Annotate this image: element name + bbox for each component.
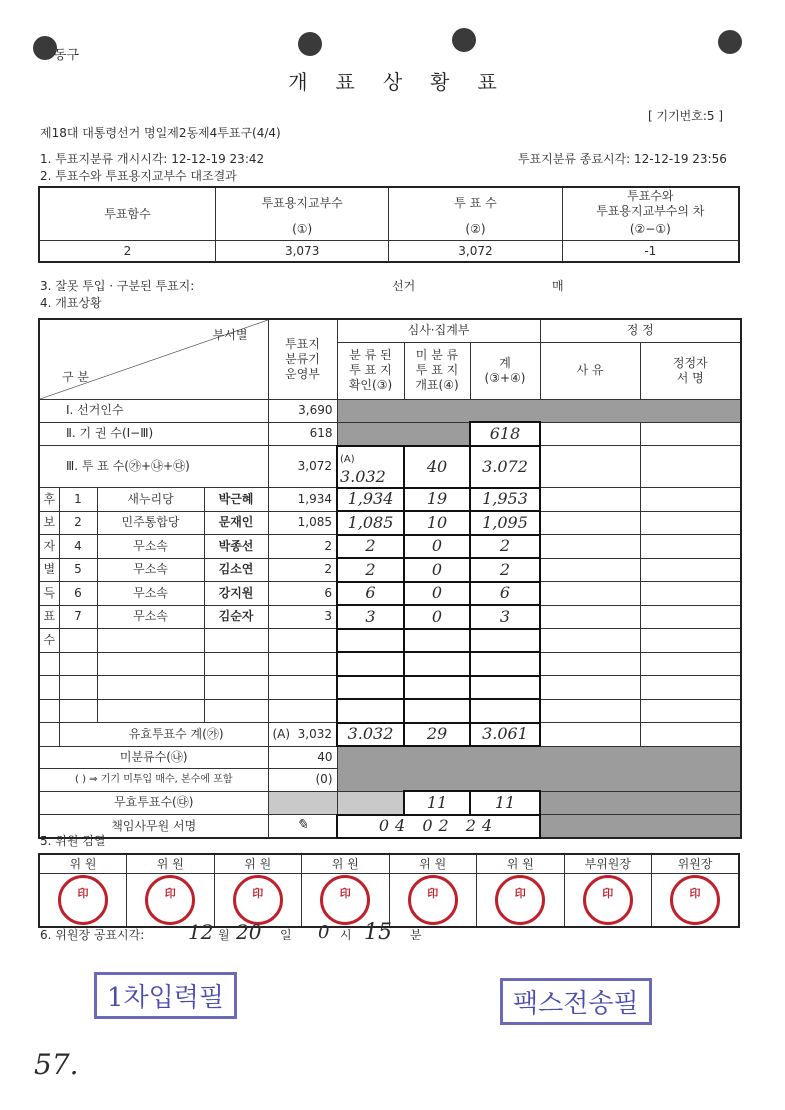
candidate-name: 김소연 (204, 558, 268, 582)
empty-cell (640, 605, 741, 629)
candidate-unsorted: 0 (404, 605, 470, 629)
abstain-value: 618 (268, 422, 337, 446)
empty-cell (540, 422, 640, 446)
page-note: 57. (34, 1048, 79, 1081)
punch-hole (298, 32, 322, 56)
empty-cell (640, 511, 741, 535)
candidate-name: 박종선 (204, 535, 268, 559)
candidate-unsorted: 0 (404, 535, 470, 559)
candidate-number: 1 (59, 488, 97, 512)
candidate-row (39, 558, 741, 582)
counting-status-table (38, 318, 742, 839)
candidate-machine-count: 6 (268, 582, 337, 606)
side-label-char: 후 (39, 488, 59, 512)
chair-header: 위원장 (652, 854, 740, 874)
signature-label: 책임사무원 서명 (39, 815, 268, 839)
corrector-header: 정정자 서 명 (640, 342, 741, 399)
sort-end-time: 투표지분류 종료시각: 12-12-19 23:56 (518, 152, 727, 166)
section-3-label: 3. 잘못 투입 · 구분된 투표지: (40, 279, 195, 293)
candidate-unsorted: 19 (404, 488, 470, 512)
red-seal-stamp: 印 (58, 875, 108, 925)
candidate-sorted: 6 (337, 582, 404, 606)
candidate-name: 박근혜 (204, 488, 268, 512)
member-header: 위 원 (389, 854, 477, 874)
correction-header: 정 정 (540, 319, 741, 342)
red-seal-stamp: 印 (408, 875, 458, 925)
dept-header: 부서별 (212, 328, 248, 342)
red-seal-stamp: 印 (233, 875, 283, 925)
candidate-total: 6 (470, 582, 540, 606)
candidate-number: 6 (59, 582, 97, 606)
category-header: 구 분 (62, 369, 89, 384)
candidate-party: 무소속 (97, 535, 204, 559)
abstain-label: Ⅱ. 기 권 수(Ⅰ−Ⅲ) (39, 422, 268, 446)
announce-hour-unit: 시 (340, 928, 352, 942)
announce-month-unit: 월 (218, 928, 230, 942)
not-inserted-value: (0) (268, 769, 337, 792)
shaded-cell (540, 815, 741, 839)
candidate-party: 민주통합당 (97, 511, 204, 535)
candidate-row (39, 535, 741, 559)
review-header: 심사·집계부 (337, 319, 540, 342)
announce-month: 12 (188, 920, 214, 944)
punch-hole (452, 28, 476, 52)
votes-label: Ⅲ. 투 표 수(㉮+㉯+㉰) (39, 446, 268, 488)
valid-votes-value: (A) 3,032 (268, 723, 337, 747)
shaded-cell (337, 399, 741, 422)
candidate-row-empty (39, 699, 741, 723)
side-label-char: 자 (39, 535, 59, 559)
side-label-char: 보 (39, 511, 59, 535)
machine-number: [ 기기번호:5 ] (648, 109, 724, 123)
page-title: 개표상황표 (288, 70, 525, 94)
red-seal-stamp: 印 (670, 875, 720, 925)
signature-handwritten: 04 02 24 (337, 815, 540, 839)
candidate-sorted: 3 (337, 605, 404, 629)
empty-cell (540, 488, 640, 512)
empty-cell (540, 582, 640, 606)
candidate-row (39, 488, 741, 512)
invalid-votes-label: 무효투표수(㉰) (39, 791, 268, 815)
member-header: 위 원 (127, 854, 215, 874)
candidate-number: 5 (59, 558, 97, 582)
candidate-row-empty (39, 629, 741, 653)
section-3-election: 선거 (392, 279, 416, 293)
red-seal-stamp: 印 (583, 875, 633, 925)
candidate-total: 2 (470, 558, 540, 582)
fax-sent-stamp: 팩스전송필 (500, 978, 652, 1025)
empty-cell (540, 723, 640, 747)
member-header: 위 원 (477, 854, 565, 874)
sort-start-time: 1. 투표지분류 개시시각: 12-12-19 23:42 (40, 152, 265, 166)
valid-unsorted-handwritten: 29 (404, 723, 470, 747)
empty-cell (640, 535, 741, 559)
red-seal-stamp: 印 (320, 875, 370, 925)
announce-hour: 0 (318, 922, 330, 943)
empty-cell (540, 511, 640, 535)
side-label-char: 표 (39, 605, 59, 629)
candidate-name: 강지원 (204, 582, 268, 606)
diff-value: -1 (562, 241, 739, 263)
candidate-party: 새누리당 (97, 488, 204, 512)
candidate-row (39, 605, 741, 629)
empty-cell (640, 422, 741, 446)
issued-header: 투표용지교부수 (216, 187, 389, 219)
candidate-row (39, 511, 741, 535)
electors-value: 3,690 (268, 399, 337, 422)
total-header: 계 (③+④) (470, 342, 540, 399)
input-complete-stamp: 1차입력필 (94, 972, 237, 1019)
candidate-total: 1,095 (470, 511, 540, 535)
diff-header: 투표수와 투표용지교부수의 차 (562, 187, 739, 219)
votes-total-handwritten: 3.072 (470, 446, 540, 488)
sorted-header: 분 류 된 투 표 지 확인(③) (337, 342, 404, 399)
candidate-sorted: 2 (337, 558, 404, 582)
unsorted-header: 미 분 류 투 표 지 개표(④) (404, 342, 470, 399)
votes-value: 3,072 (389, 241, 562, 263)
empty-cell (640, 446, 741, 488)
announce-minute: 15 (364, 920, 392, 945)
section-2-heading: 2. 투표수와 투표용지교부수 대조결과 (40, 169, 237, 183)
ballot-box-count-header: 투표함수 (39, 187, 216, 241)
shaded-cell (337, 746, 741, 791)
empty-cell (640, 558, 741, 582)
candidate-unsorted: 0 (404, 558, 470, 582)
empty-cell (640, 582, 741, 606)
corner-label: 동구 (54, 48, 80, 63)
candidate-number: 4 (59, 535, 97, 559)
votes-header-sub: (②) (389, 219, 562, 240)
votes-sorted-handwritten: (A) 3.032 (337, 446, 404, 488)
candidate-unsorted: 10 (404, 511, 470, 535)
empty-cell (640, 723, 741, 747)
side-label-char: 득 (39, 582, 59, 606)
unsorted-count-value: 40 (268, 746, 337, 769)
candidate-row-empty (39, 676, 741, 700)
shaded-cell (337, 791, 404, 815)
candidate-row-empty (39, 652, 741, 676)
empty-cell (540, 558, 640, 582)
announce-minute-unit: 분 (410, 928, 422, 942)
candidate-number: 2 (59, 511, 97, 535)
candidate-name: 김순자 (204, 605, 268, 629)
red-seal-stamp: 印 (495, 875, 545, 925)
member-inspection-table (38, 853, 740, 928)
candidate-sorted: 2 (337, 535, 404, 559)
empty-cell (540, 446, 640, 488)
shaded-cell (337, 422, 470, 446)
unsorted-count-label: 미분류수(㉯) (39, 746, 268, 769)
candidate-party: 무소속 (97, 605, 204, 629)
election-name: 제18대 대통령선거 명일제2동제4투표구(4/4) (40, 126, 281, 140)
candidate-number: 7 (59, 605, 97, 629)
valid-votes-label: 유효투표수 계(㉮) (59, 723, 268, 747)
candidate-machine-count: 2 (268, 535, 337, 559)
valid-total-handwritten: 3.061 (470, 723, 540, 747)
candidate-machine-count: 3 (268, 605, 337, 629)
signature-scribble: ✎ (268, 815, 337, 839)
side-label-char: 별 (39, 558, 59, 582)
member-header: 위 원 (39, 854, 127, 874)
member-header: 위 원 (214, 854, 302, 874)
header-diagonal-cell (39, 319, 268, 399)
candidate-machine-count: 2 (268, 558, 337, 582)
section-3-unit: 매 (552, 279, 564, 293)
issued-value: 3,073 (216, 241, 389, 263)
ballot-box-count-value: 2 (39, 241, 216, 263)
candidate-sorted: 1,085 (337, 511, 404, 535)
valid-sorted-handwritten: 3.032 (337, 723, 404, 747)
section-6-label: 6. 위원장 공표시각: (40, 928, 145, 942)
member-header: 위 원 (302, 854, 390, 874)
machine-header: 투표지 분류기 운영부 (268, 319, 337, 399)
votes-header: 투 표 수 (389, 187, 562, 219)
issued-header-sub: (①) (216, 219, 389, 240)
shaded-cell (268, 791, 337, 815)
candidate-name: 문재인 (204, 511, 268, 535)
votes-unsorted-handwritten: 40 (404, 446, 470, 488)
empty-cell (540, 535, 640, 559)
candidate-machine-count: 1,934 (268, 488, 337, 512)
red-seal-stamp: 印 (145, 875, 195, 925)
diff-header-sub: (②−①) (562, 219, 739, 240)
abstain-handwritten: 618 (470, 422, 540, 446)
ballot-count-comparison-table (38, 186, 740, 263)
section-4-heading: 4. 개표상황 (40, 296, 102, 310)
electors-label: Ⅰ. 선거인수 (39, 399, 268, 422)
empty-cell (540, 605, 640, 629)
punch-hole (718, 30, 742, 54)
side-label-char: 수 (39, 629, 59, 653)
candidate-sorted: 1,934 (337, 488, 404, 512)
candidate-total: 3 (470, 605, 540, 629)
invalid-unsorted-handwritten: 11 (404, 791, 470, 815)
reason-header: 사 유 (540, 342, 640, 399)
announce-day: 20 (236, 920, 262, 944)
announce-day-unit: 일 (280, 928, 292, 942)
vice-chair-header: 부위원장 (564, 854, 652, 874)
not-inserted-note: ( ) ⇒ 기기 미투입 매수, 본수에 포함 (39, 769, 268, 792)
candidate-party: 무소속 (97, 558, 204, 582)
shaded-cell (540, 791, 741, 815)
candidate-row (39, 582, 741, 606)
candidate-party: 무소속 (97, 582, 204, 606)
section-5-heading: 5. 위원 검열 (40, 834, 106, 848)
empty-cell (640, 488, 741, 512)
candidate-unsorted: 0 (404, 582, 470, 606)
votes-value: 3,072 (268, 446, 337, 488)
candidate-total: 2 (470, 535, 540, 559)
invalid-total-handwritten: 11 (470, 791, 540, 815)
candidate-total: 1,953 (470, 488, 540, 512)
candidate-machine-count: 1,085 (268, 511, 337, 535)
